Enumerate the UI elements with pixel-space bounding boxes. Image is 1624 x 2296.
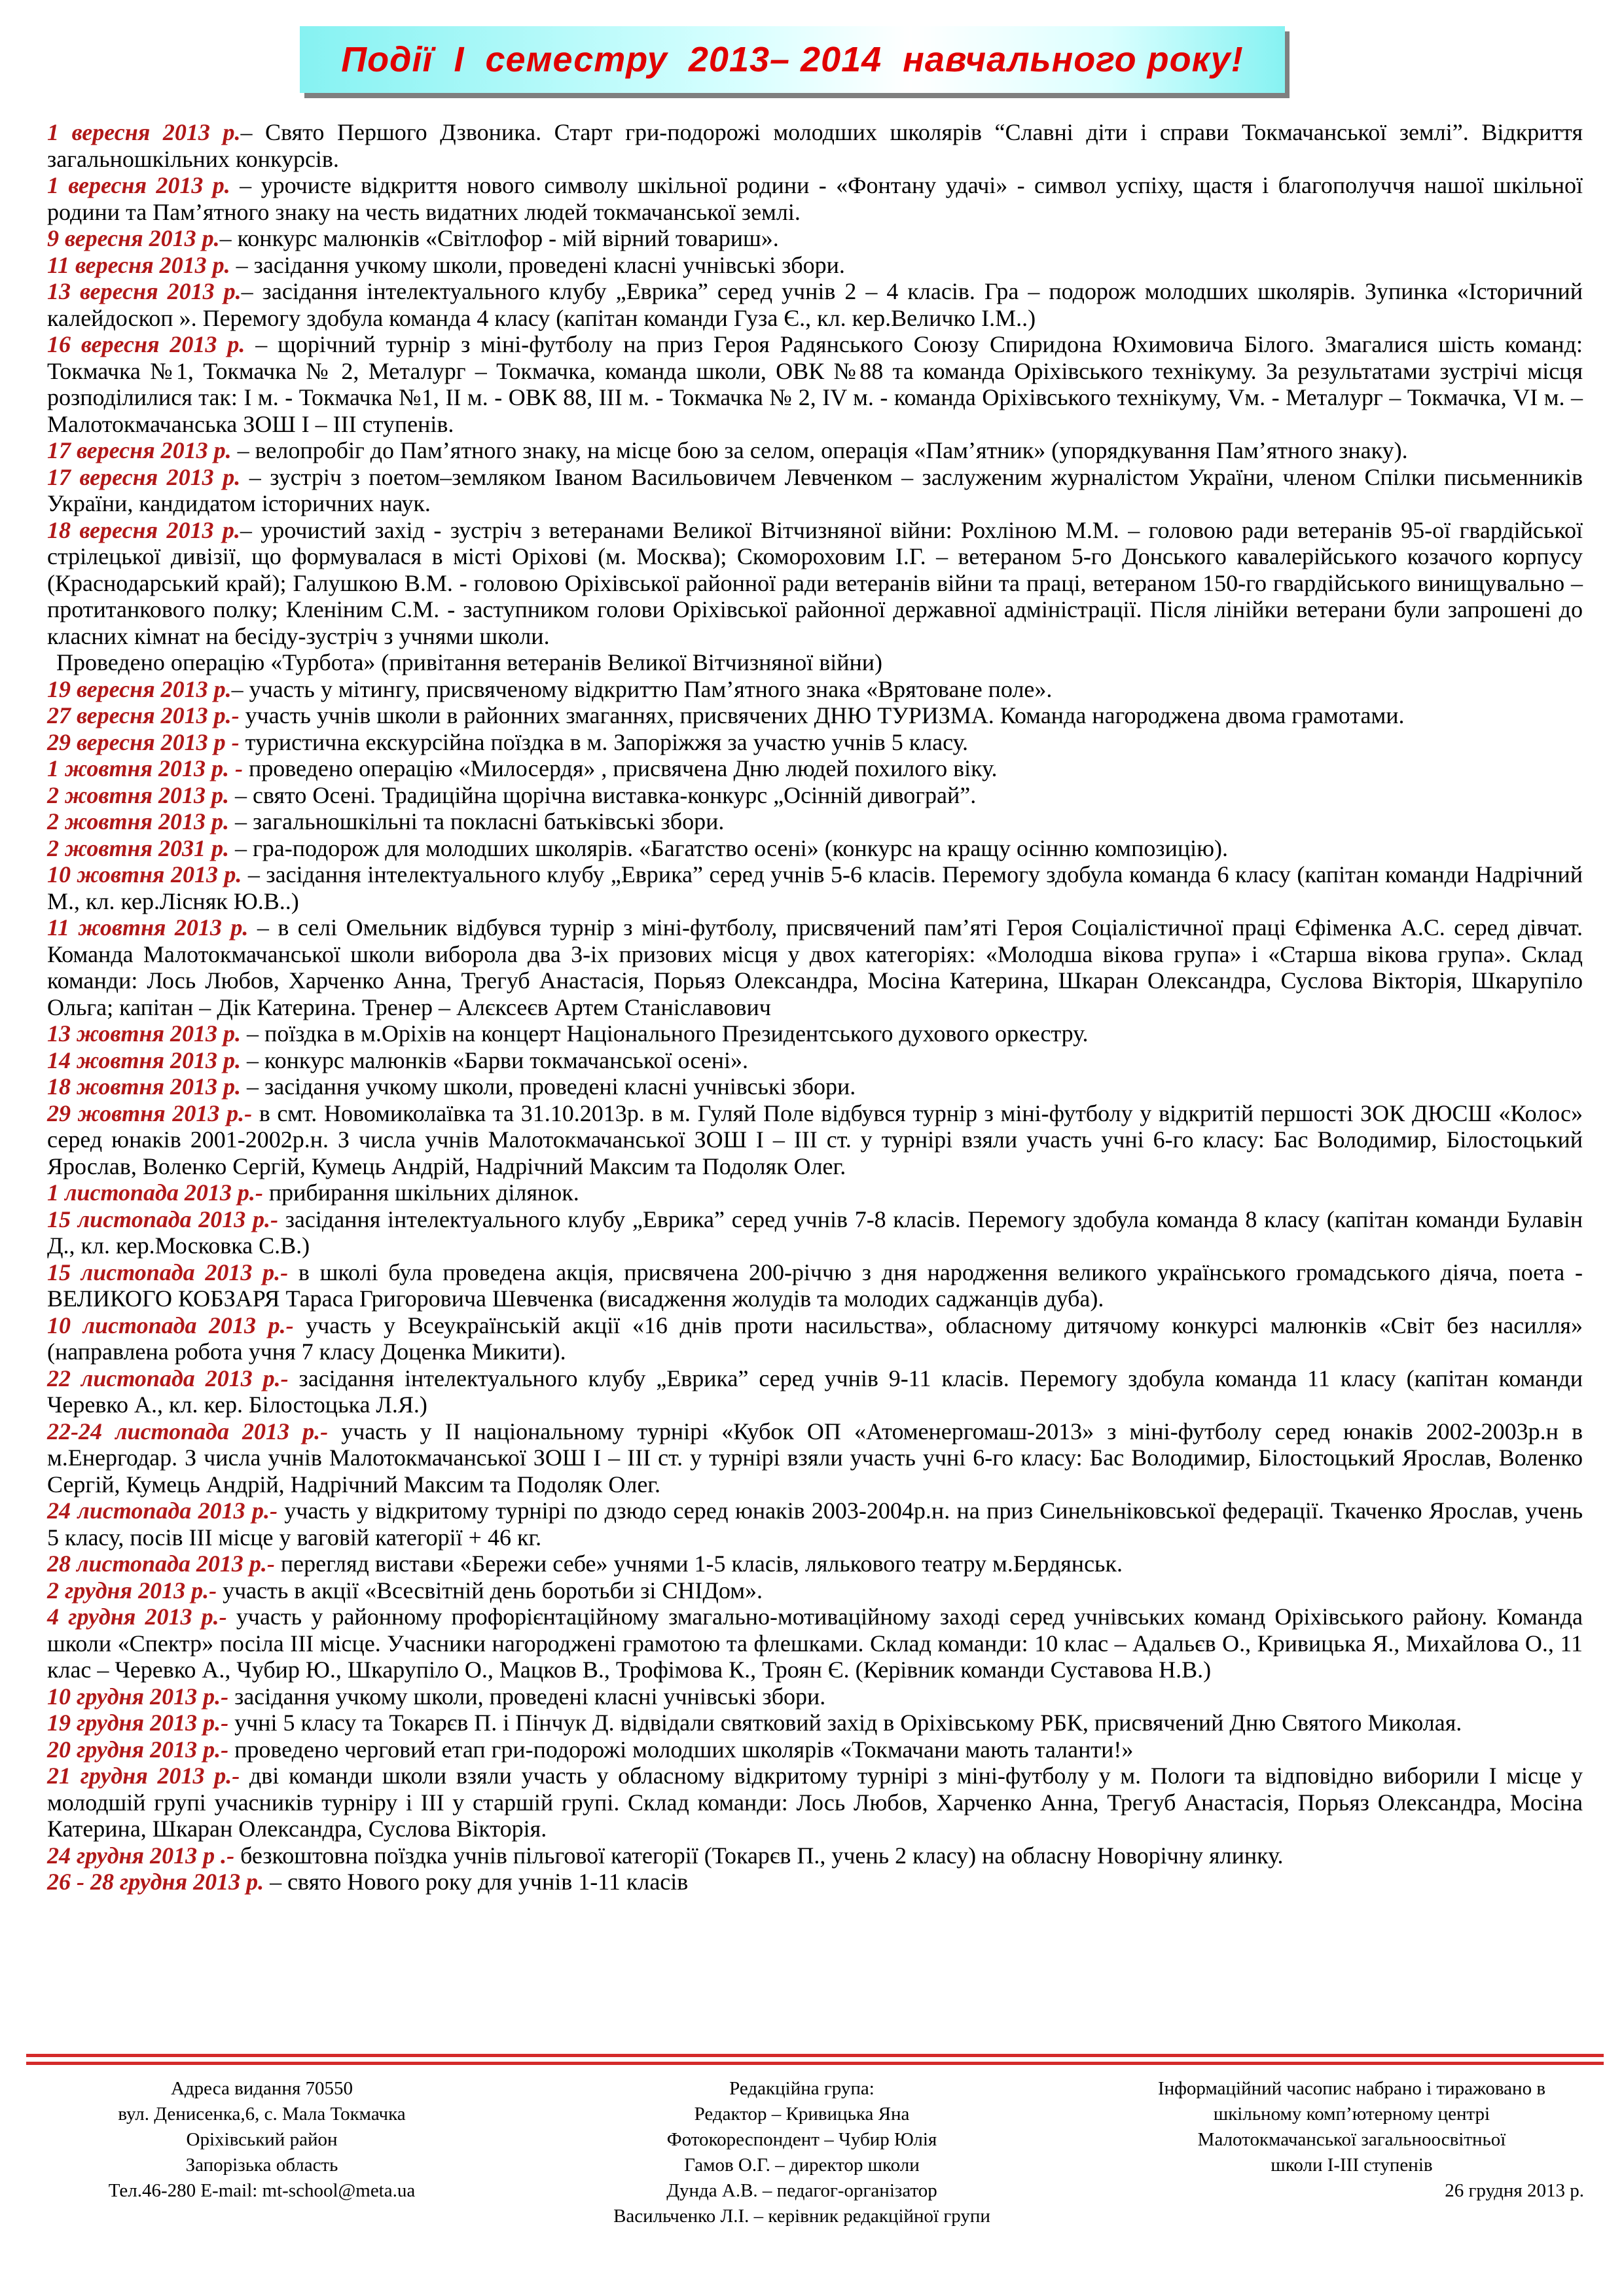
event-entry [47,1604,1583,1683]
event-description: – засідання інтелектуального клубу „Еврика” серед учнів 5-6 класів. Перемогу здобула команда 6 класу (капітан команди Надрічний М., кл. кер.Лісняк Ю.В..) [47,861,1583,914]
event-entry [47,676,1583,703]
info-line: Інформаційний часопис набрано і тиражовано в [1157,2078,1546,2099]
event-date: 14 жовтня 2013 р. [47,1047,241,1073]
event-entry [47,1736,1583,1763]
event-date: 22-24 листопада 2013 р.- [47,1418,329,1444]
event-entry [47,1842,1583,1869]
event-description: засідання інтелектуального клубу „Еврика” серед учнів 7-8 класів. Перемогу здобула команда 8 класу (капітан команди Булавін Д., кл. кер.Московка С.В.) [47,1206,1583,1259]
event-entry [47,1683,1583,1710]
event-description: – урочистий захід - зустріч з ветеранами Великої Вітчизняної війни: Рохліною М.М. – головою ради ветеранів 95-ої гвардійської стрілецької дивізії, що формувалася в місті Оріхові (м. Москва); Скомороховим І.Г. – ветераном 5-го Донського кавалерійського козачого корпусу (Краснодарський край); Галушкою В.М. - головою Оріхівської районної ради ветеранів війни та праці, ветераном 150-го гвардійського винищувально – протитанкового полку; Кленіним С.М. - заступником голови Оріхівської районної державної адміністрації. Після лінійки ветерани були запрошені до класних кімнат на бесіду-зустріч з учнями школи. [47,516,1583,649]
event-description: – в селі Омельник відбувся турнір з міні-футболу, присвячений пам’яті Героя Соціалістичної праці Єфіменка А.С. серед дівчат. Команда Малотокмачанської школи виборола два 3-іх призових місця у двох категоріях: «Молодша вікова група» і «Старша вікова група». Склад команди: Лось Любов, Харченко Анна, Трегуб Анастасія, Порьяз Олександра, Мосіна Катерина, Шкаран Олександра, Суслова Вікторія, Шкарупіло Ольга; капітан – Дік Катерина. Тренер – Алєксеєв Артем Станіславович [47,914,1583,1020]
footer-divider-bottom [26,2062,1604,2065]
event-entry [47,702,1583,729]
event-description: – зустріч з поетом–земляком Іваном Васильовичем Левченком – заслуженим журналістом України, членом Спілки письменників України, кандидатом історичних наук. [47,463,1583,516]
event-entry [47,1312,1583,1365]
event-description: участь в акції «Всесвітній день боротьби зі СНІДом». [217,1577,763,1604]
event-date: 20 грудня 2013 р.- [47,1736,229,1763]
event-description: – участь у мітингу, присвяченому відкриттю Пам’ятного знака «Врятоване поле». [231,675,1053,702]
editorial-line: Редакційна група: [729,2078,875,2099]
event-description: учні 5 класу та Токарєв П. і Пінчук Д. відвідали святковий захід в Оріхівському РБК, присвячений Дню Святого Миколая. [228,1710,1462,1736]
event-entry [47,861,1583,914]
event-entry [47,1498,1583,1551]
publication-info [1106,2076,1597,2204]
event-description: – гра-подорож для молодших школярів. «Багатство осені» (конкурс на кращу осінню композицію). [229,834,1228,861]
publisher-address [79,2076,445,2204]
event-entry [47,1073,1583,1100]
event-entry [47,1418,1583,1498]
event-date: 15 листопада 2013 р.- [47,1259,289,1285]
event-entry [47,517,1583,650]
event-date: 27 вересня 2013 р.- [47,702,240,728]
event-date: 11 жовтня 2013 р. [47,914,249,941]
page-title: Події І семестру 2013– 2014 навчального року! [341,40,1244,79]
event-description: Проведено операцію «Турбота» (привітання ветеранів Великої Вітчизняної війни) [56,649,883,675]
event-date: 10 грудня 2013 р.- [47,1683,229,1710]
event-date: 10 листопада 2013 р.- [47,1312,294,1338]
event-entry [47,1047,1583,1074]
event-description: участь у відкритому турнірі по дзюдо серед юнаків 2003-2004р.н. на приз Синельніковської федерації. Ткаченко Ярослав, учень 5 класу, посів ІІІ місце у ваговій категорії + 46 кг. [47,1498,1583,1551]
event-description: участь у районному профорієнтаційному змагально-мотиваційному заході серед учнівських команд Оріхівського району. Команда школи «Спектр» посіла ІІІ місце. Учасники нагороджені грамотою та флешками. Склад команди: 10 клас – Адальєв О., Кривицька Я., Михайлова О., 11 клас – Черевко А., Чубир Ю., Шкарупіло О., Мацков В., Трофімова К., Троян Є. (Керівник команди Суставова Н.В.) [47,1604,1583,1683]
event-date: 2 жовтня 2013 р. [47,808,229,834]
event-entry [47,649,1583,676]
event-entry [47,808,1583,835]
event-entry [47,1763,1583,1842]
event-description: безкоштовна поїздка учнів пільгової категорії (Токарєв П., учень 2 класу) на обласну Новорічну ялинку. [234,1842,1284,1869]
event-entry [47,914,1583,1020]
event-description: – свято Нового року для учнів 1-11 класів [264,1869,689,1895]
event-date: 16 вересня 2013 р. [47,331,245,357]
event-description: – конкурс малюнків «Барви токмачанської осені». [241,1047,749,1073]
event-entry [47,1551,1583,1577]
event-entry [47,782,1583,809]
event-date: 11 вересня 2013 р. [47,251,230,278]
event-entry [47,1179,1583,1206]
event-date: 2 грудня 2013 р.- [47,1577,217,1604]
event-date: 13 жовтня 2013 р. [47,1020,241,1047]
contact-line: Тел.46-280 E-mail: mt-school@meta.ua [108,2180,416,2201]
event-description: – урочисте відкриття нового символу шкільної родини - «Фонтану удачі» - символ успіху, щастя і благополуччя нашої шкільної родини та Пам’ятного знаку на честь видатних людей токмачанської землі. [47,172,1583,225]
footer-divider-top [26,2054,1604,2057]
event-description: засідання інтелектуального клубу „Еврика” серед учнів 9-11 класів. Перемогу здобула команда 11 класу (капітан команди Черевко А., кл. кер. Білостоцька Л.Я.) [47,1365,1583,1418]
event-date: 2 жовтня 2031 р. [47,834,229,861]
event-description: – щорічний турнір з міні-футболу на приз Героя Радянського Союзу Спиридона Юхимовича Білого. Змагалися шість команд: Токмачка №1, Токмачка № 2, Металург – Токмачка, команда школи, ОВК №88 та команда Оріхівського технікуму. За результатами зустрічі місця розподілилися так: І м. - Токмачка №1, ІІ м. - ОВК 88, ІІІ м. - Токмачка № 2, IV м. - команда Оріхівського технікуму, Vм. - Металург – Токмачка, VІ м. – Малотокмачанська ЗОШ І – ІІІ ступенів. [47,331,1583,437]
event-date: 10 жовтня 2013 р. [47,861,242,888]
event-date: 17 вересня 2013 р. [47,437,232,463]
event-date: 22 листопада 2013 р.- [47,1365,289,1391]
event-date: 2 жовтня 2013 р. [47,781,229,808]
event-date: 13 вересня 2013 р. [47,278,242,304]
event-entry [47,755,1583,782]
event-entry [47,172,1583,225]
info-line: Малотокмачанської загальноосвітньої [1197,2129,1506,2150]
event-entry [47,278,1583,331]
event-description: участь у ІІ національному турнірі «Кубок ОП «Атоменергомаш-2013» з міні-футболу серед юнаків 2002-2003р.н в м.Енергодар. З числа учнів Малотокмачанської ЗОШ І – ІІІ ст. у турнірі взяли участь учні 6-го класу: Бас Володимир, Білостоцький Ярослав, Воленко Сергій, Кумець Андрій, Надрічний Максим та Подоляк Олег. [47,1418,1583,1498]
event-date: 19 грудня 2013 р.- [47,1710,229,1736]
event-entry [47,1577,1583,1604]
event-date: 1 жовтня 2013 р. - [47,755,243,781]
event-date: 4 грудня 2013 р.- [47,1604,227,1630]
address-line: Оріхівський район [186,2129,338,2150]
event-date: 19 вересня 2013 р. [47,675,232,702]
event-description: в школі була проведена акція, присвячена 200-річчю з дня народження великого українського громадського діяча, поета - ВЕЛИКОГО КОБЗАРЯ Тараса Григоровича Шевченка (висадження жолудів та молодих саджанців дуба). [47,1259,1583,1312]
event-description: – загальношкільні та покласні батьківські збори. [229,808,725,834]
editorial-line: Фотокореспондент – Чубир Юлія [666,2129,937,2150]
event-description: в смт. Новомиколаївка та 31.10.2013р. в м. Гуляй Поле відбувся турнір з міні-футболу у відкритій першості ЗОК ДЮСШ «Колос» серед юнаків 2001-2002р.н. З числа учнів Малотокмачанської ЗОШ І – ІІІ ст. у турнірі взяли участь учні 6-го класу: Бас Володимир, Білостоцький Ярослав, Воленко Сергій, Кумець Андрій, Надрічний Максим та Подоляк Олег. [47,1100,1583,1179]
event-entry [47,225,1583,252]
issue-date: 26 грудня 2013 р. [1445,2180,1584,2201]
info-line: шкільному комп’ютерному центрі [1213,2104,1490,2125]
event-description: проведено операцію «Милосердя» , присвячена Дню людей похилого віку. [243,755,998,781]
editorial-line: Гамов О.Г. – директор школи [684,2155,920,2176]
event-description: – свято Осені. Традиційна щорічна виставка-конкурс „Осінній дивограй”. [229,781,977,808]
editorial-line: Редактор – Кривицька Яна [694,2104,910,2125]
editorial-group [560,2076,1044,2229]
event-date: 1 вересня 2013 р. [47,119,241,145]
event-description: участь у Всеукраїнській акції «16 днів проти насильства», обласному дитячому конкурсі малюнків «Світ без насилля» (направлена робота учня 7 класу Доценка Микити). [47,1312,1583,1365]
event-entry [47,1100,1583,1180]
event-date: 18 жовтня 2013 р. [47,1073,241,1100]
event-entry [47,119,1583,172]
event-description: – Свято Першого Дзвоника. Старт гри-подорожі молодших школярів “Славні діти і справи Токмачанської землі”. Відкриття загальношкільних конкурсів. [47,119,1583,172]
event-entry [47,1365,1583,1418]
event-description: – поїздка в м.Оріхів на концерт Національного Президентського духового оркестру. [241,1020,1089,1047]
event-description: проведено черговий етап гри-подорожі молодших школярів «Токмачани мають таланти!» [228,1736,1134,1763]
event-entry [47,1020,1583,1047]
event-entry [47,437,1583,464]
event-date: 29 вересня 2013 р - [47,728,240,755]
event-entry [47,835,1583,862]
event-description: туристична екскурсійна поїздка в м. Запоріжжя за участю учнів 5 класу. [239,728,969,755]
info-line: школи І-ІІІ ступенів [1271,2155,1433,2176]
title-banner [300,26,1285,93]
event-description: прибирання шкільних ділянок. [262,1179,579,1206]
events-list [47,119,1583,1895]
address-line: Запорізька область [185,2155,338,2176]
event-description: дві команди школи взяли участь у обласному відкритому турнірі з міні-футболу у м. Пологи та відповідно виборили І місце у молодшій групі учасників турніру і ІІІ у старшій групі. Склад команди: Лось Любов, Харченко Анна, Трегуб Анастасія, Порьяз Олександра, Мосіна Катерина, Шкаран Олександра, Суслова Вікторія. [47,1763,1583,1842]
event-date: 1 вересня 2013 р. [47,172,230,198]
event-date: 17 вересня 2013 р. [47,463,241,490]
event-entry [47,1206,1583,1259]
editorial-line: Дунда А.В. – педагог-організатор [666,2180,937,2201]
event-date: 15 листопада 2013 р.- [47,1206,278,1232]
event-entry [47,252,1583,279]
event-date: 29 жовтня 2013 р.- [47,1100,253,1126]
event-entry [47,464,1583,517]
event-date: 24 листопада 2013 р.- [47,1498,278,1524]
event-description: – велопробіг до Пам’ятного знаку, на місце бою за селом, операція «Пам’ятник» (упорядкування Пам’ятного знаку). [231,437,1408,463]
event-date: 21 грудня 2013 р.- [47,1763,240,1789]
editorial-line: Васильченко Л.І. – керівник редакційної групи [613,2206,990,2227]
event-entry [47,729,1583,756]
event-entry [47,1869,1583,1895]
event-description: – засідання учкому школи, проведені класні учнівські збори. [230,251,845,278]
event-date: 28 листопада 2013 р.- [47,1551,275,1577]
event-description: – засідання учкому школи, проведені класні учнівські збори. [241,1073,856,1100]
event-entry [47,331,1583,437]
event-date: 18 вересня 2013 р. [47,516,240,543]
event-date: 24 грудня 2013 р .- [47,1842,235,1869]
address-line: Адреса видання 70550 [170,2078,353,2099]
event-date: 26 - 28 грудня 2013 р. [47,1869,264,1895]
event-date: 1 листопада 2013 р.- [47,1179,263,1206]
event-entry [47,1710,1583,1736]
event-description: перегляд вистави «Бережи себе» учнями 1-5 класів, лялькового театру м.Бердянськ. [274,1551,1123,1577]
address-line: вул. Денисенка,6, с. Мала Токмачка [118,2104,406,2125]
event-description: – конкурс малюнків «Світлофор - мій вірний товариш». [219,225,779,251]
event-date: 9 вересня 2013 р. [47,225,220,251]
event-description: участь учнів школи в районних змаганнях, присвячених ДНЮ ТУРИЗМА. Команда нагороджена двома грамотами. [239,702,1405,728]
event-description: засідання учкому школи, проведені класні учнівські збори. [228,1683,826,1710]
event-description: – засідання інтелектуального клубу „Еврика” серед учнів 2 – 4 класів. Гра – подорож молодших школярів. Зупинка «Історичний калейдоскоп ». Перемогу здобула команда 4 класу (капітан команди Гуза Є., кл. кер.Величко І.М..) [47,278,1583,331]
event-entry [47,1259,1583,1312]
